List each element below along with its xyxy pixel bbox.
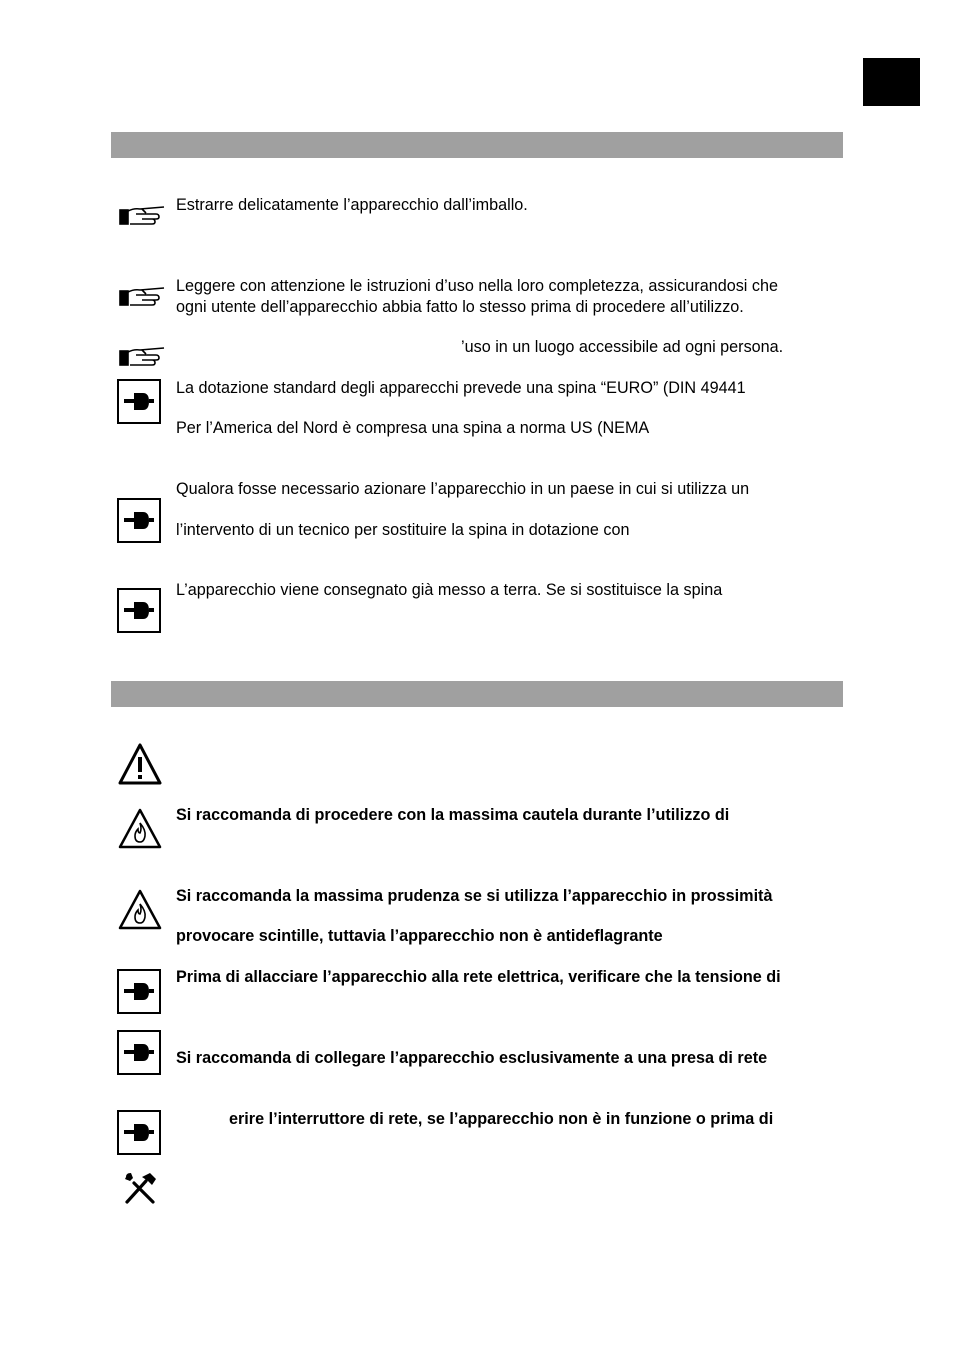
read-instructions-line-1: Leggere con attenzione le istruzioni d’uso nella loro completezza, assicurandosi che (176, 277, 778, 295)
prudence-text: Si raccomanda la massima prudenza se si utilizza l’apparecchio in prossimità (176, 887, 773, 905)
hand-pointer-icon (118, 202, 166, 228)
unpack-instruction: Estrarre delicatamente l’apparecchio dall’imballo. (176, 196, 528, 214)
section-1-header-bar (111, 132, 843, 158)
other-country-text: Qualora fosse necessario azionare l’apparecchio in un paese in cui si utilizza un (176, 480, 750, 498)
section-2-header-bar (111, 681, 843, 707)
tools-icon (122, 1171, 158, 1205)
fire-warning-icon (118, 888, 162, 931)
voltage-check-text: Prima di allacciare l’apparecchio alla rete elettrica, verificare che la tensione di (176, 968, 781, 986)
keep-manual-accessible: ’uso in un luogo accessibile ad ogni persona. (461, 338, 784, 356)
grounded-text: L’apparecchio viene consegnato già messo a terra. Se si sostituisce la spina (176, 581, 723, 599)
plug-icon (117, 588, 161, 633)
warning-triangle-icon (118, 742, 162, 786)
page-tab-marker (863, 58, 920, 106)
caution-text: Si raccomanda di procedere con la massima cautela durante l’utilizzo di (176, 806, 730, 824)
plug-icon (117, 498, 161, 543)
technician-text: l’intervento di un tecnico per sostituire la spina in dotazione con (176, 521, 630, 539)
euro-plug-text: La dotazione standard degli apparecchi prevede una spina “EURO” (DIN 49441 (176, 379, 746, 397)
switch-off-text: erire l’interruttore di rete, se l’apparecchio non è in funzione o prima di (229, 1110, 774, 1128)
hand-pointer-icon (118, 343, 166, 369)
plug-icon (117, 1030, 161, 1075)
hand-pointer-icon (118, 283, 166, 309)
us-plug-text: Per l’America del Nord è compresa una spina a norma US (NEMA (176, 419, 650, 437)
socket-text: Si raccomanda di collegare l’apparecchio esclusivamente a una presa di rete (176, 1049, 768, 1067)
plug-icon (117, 969, 161, 1014)
sparks-text: provocare scintille, tuttavia l’apparecchio non è antideflagrante (176, 927, 663, 945)
fire-warning-icon (118, 807, 162, 850)
plug-icon (117, 1110, 161, 1155)
plug-icon (117, 379, 161, 424)
read-instructions-line-2: ogni utente dell’apparecchio abbia fatto lo stesso prima di procedere all’utilizzo. (176, 298, 744, 316)
